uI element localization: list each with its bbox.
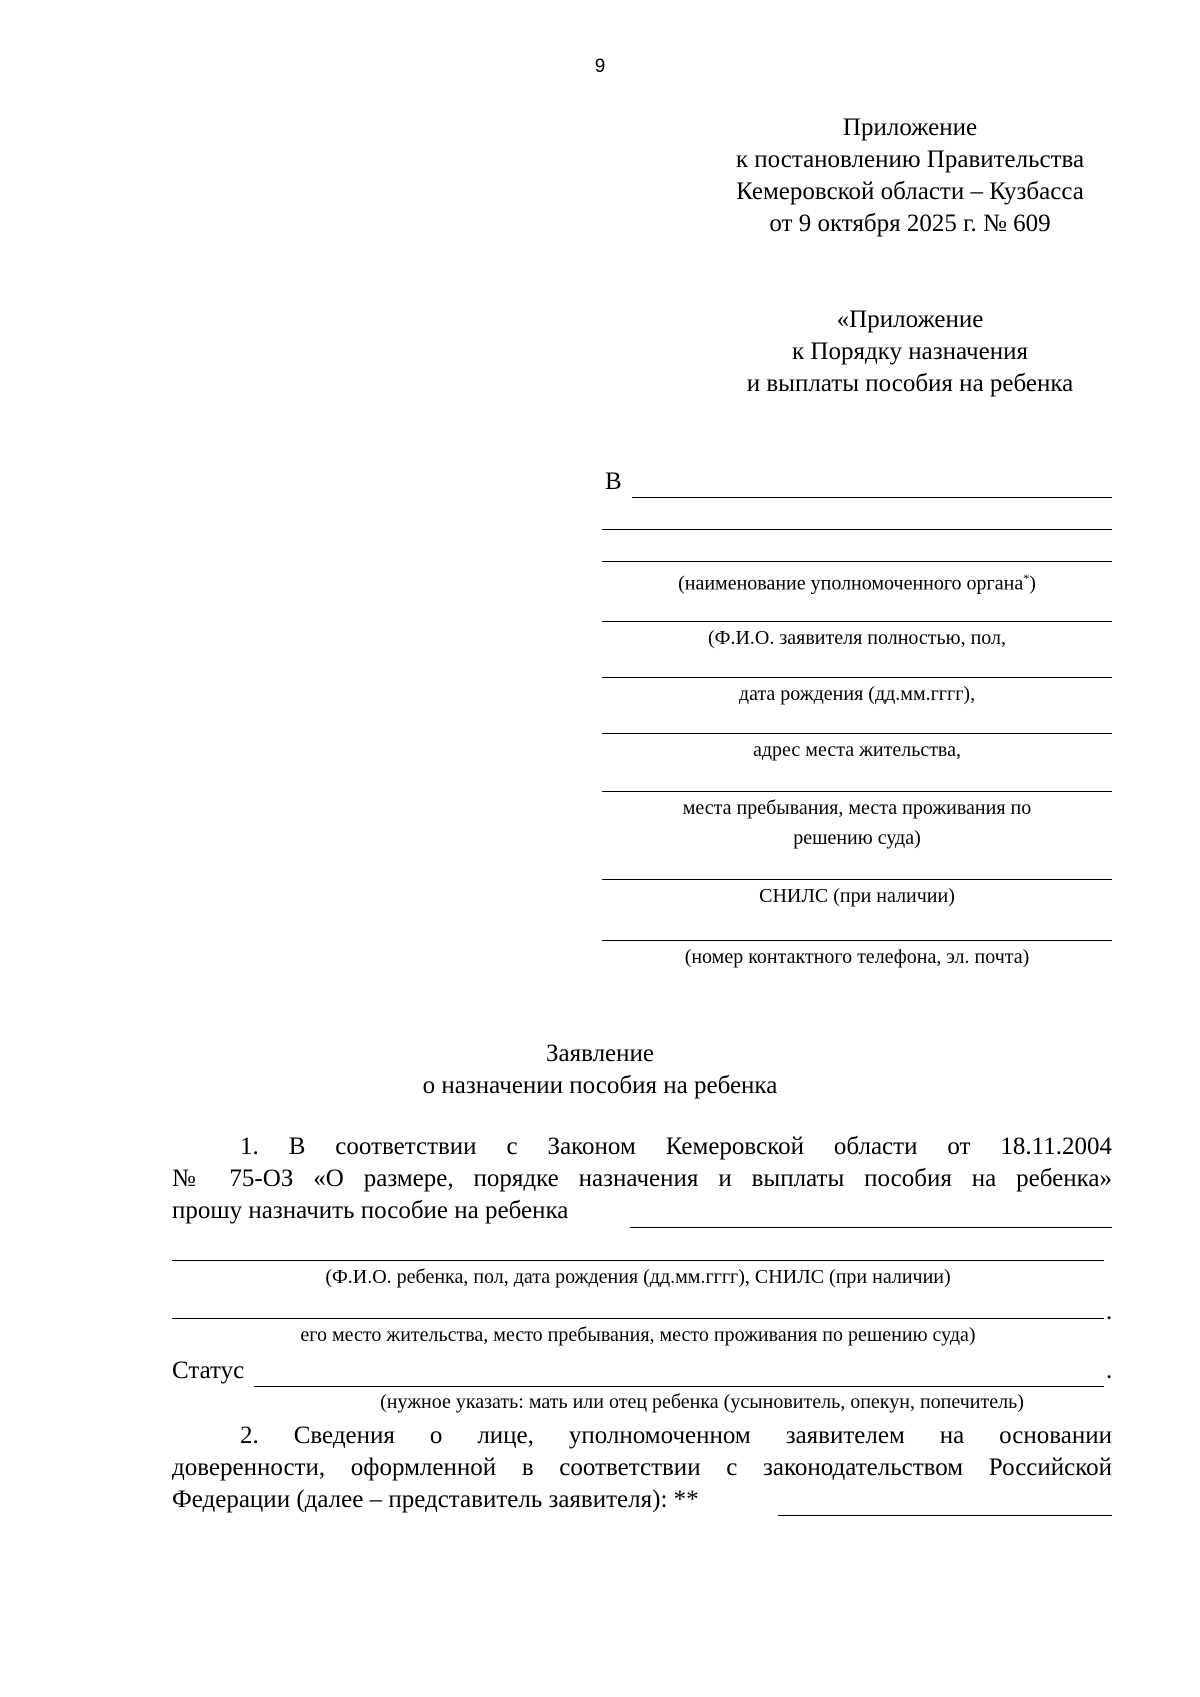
caption-snils: СНИЛС (при наличии) (759, 885, 955, 907)
end-dot: . (1106, 1298, 1113, 1325)
stay-field-line (602, 791, 1112, 792)
caption-contact: (номер контактного телефона, эл. почта) (684, 946, 1030, 968)
p1-line1: 1. В соответствии с Законом Кемеровской области от 18.11.2004 (240, 1133, 1112, 1160)
doc-title: Заявление (545, 1040, 655, 1067)
status-dot: . (1106, 1357, 1113, 1384)
addressee-prefix: В (605, 468, 622, 495)
caption-child: (Ф.И.О. ребенка, пол, дата рождения (дд.мм.гггг), СНИЛС (при наличии) (325, 1266, 951, 1288)
appendix-line: Приложение (842, 114, 978, 141)
fio-field-line (602, 621, 1112, 622)
appendix-header (690, 112, 1130, 240)
caption-status: (нужное указать: мать или отец ребенка (усыновитель, опекун, попечитель) (380, 1391, 1024, 1413)
addressee-field-line (602, 529, 1112, 530)
appendix-line: и выплаты пособия на ребенка (746, 370, 1074, 397)
caption-address: адрес места жительства, (753, 739, 961, 761)
appendix-line: Кемеровской области – Кузбасса (736, 178, 1084, 205)
p2-line3: Федерации (далее – представитель заявителя): ** (172, 1486, 699, 1513)
p2-line1: 2. Сведения о лице, уполномоченном заявителем на основании (240, 1422, 1112, 1449)
status-label: Статус (172, 1357, 245, 1384)
caption-stay: места пребывания, места проживания по решению суда) (682, 797, 1032, 849)
p2-line2: доверенности, оформленной в соответствии с законодательством Российской (172, 1454, 1112, 1481)
appendix-line: к Порядку назначения (792, 338, 1028, 365)
status-field-line (254, 1386, 1104, 1387)
order-appendix-header (690, 304, 1130, 400)
addressee-field-line (632, 497, 1112, 498)
snils-field-line (602, 879, 1112, 880)
residence-field-line (172, 1318, 1104, 1319)
birth-field-line (602, 677, 1112, 678)
appendix-line: от 9 октября 2025 г. № 609 (769, 210, 1051, 237)
page-number: 9 (594, 56, 606, 77)
p1-line3: прошу назначить пособие на ребенка (172, 1197, 569, 1224)
caption-residence: его место жительства, место пребывания, место проживания по решению суда) (300, 1324, 976, 1346)
addressee-field-line (602, 561, 1112, 562)
child-field-line (630, 1227, 1112, 1228)
doc-subtitle: о назначении пособия на ребенка (422, 1072, 778, 1099)
caption-birth: дата рождения (дд.мм.гггг), (738, 683, 976, 705)
p1-line2: № 75-ОЗ «О размере, порядке назначения и выплаты пособия на ребенка» (172, 1165, 1112, 1192)
caption-fio: (Ф.И.О. заявителя полностью, пол, (708, 627, 1006, 649)
appendix-line: «Приложение (836, 306, 984, 333)
child-field-line (172, 1260, 1104, 1261)
caption-organ: (наименование уполномоченного органа*) (678, 571, 1036, 595)
representative-field-line (778, 1515, 1112, 1516)
footnote-mark: * (1023, 571, 1030, 585)
appendix-line: к постановлению Правительства (735, 146, 1085, 173)
contact-field-line (602, 940, 1112, 941)
address-field-line (602, 733, 1112, 734)
